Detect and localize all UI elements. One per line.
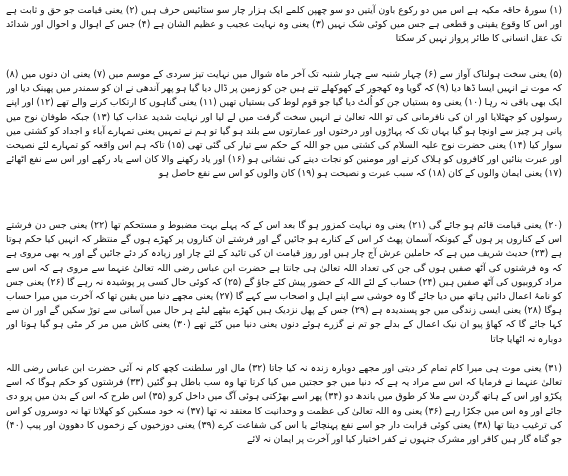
paragraph-2: (۵) یعنی سخت ہولناک آواز سے (۶) چہار شنبہ سے چہار شنبہ تک آخر ماہ شوال میں نہایت تیز سردی کے موسم میں (۷) یعنی ان دنوں میں (۸) کہ موت نے انہیں ایسا ڈھا دیا (۹) کہ گویا وہ کھجور کے کھوکھلے تنے ہیں جن کو زمین پر ڈال دیا گیا ہو پھر آندھی نے ان کو سمندر میں پھینک دیا اور ایک بھی باقی نہ رہا (۱۰) یعنی وہ بستیاں جن کو اُلٹ دیا گیا جو قوم لوط کی بستیاں تھیں (۱۱) یعنی گناہوں کا ارتکاب کرنے والے تھے (۱۲) اور اپنے رسولوں کو جھٹلایا اور ان کی نافرمانی کی تو اللہ تعالیٰ نے انہیں سخت گرفت میں لے لیا اور نہایت شدید عذاب کیا (۱۳) جبکہ طوفان نوح میں پانی ہر چیز سے اونچا ہو گیا یہاں تک کہ پہاڑوں اور درختوں اور عمارتوں سے بلند ہو گیا تو ہم نے تمہیں یعنی تمہارے آباء و اجداد کو کشتی میں سوار کیا (۱۴) یعنی حضرت نوح علیہ السلام کی کشتی میں جو اللہ کے حکم سے تیار کی گئی تھی (۱۵) تاکہ ہم اس واقعہ کو تمہارے لئے نصیحت اور عبرت بنائیں اور کافروں کو ہلاک کرنے اور مومنین کو نجات دینے کی نشانی ہو (۱۶) اور یاد رکھنے والا کان اسے یاد رکھے اور اس سے نفع اٹھائے (۱۷) یعنی ایمان والوں کے کان (۱۸) کہ سبب عبرت و نصیحت ہو (۱۹) کان والوں کو اس سے نفع حاصل ہو: [6, 69, 562, 180]
paragraph-3: (۲۰) یعنی قیامت قائم ہو جائے گی (۲۱) یعنی وہ نہایت کمزور ہو گا بعد اس کے کہ پہلے بہت مضبوط و مستحکم تھا (۲۲) یعنی جس دن فرشتے اس کے کناروں پر ہوں گے کیونکہ آسمان پھٹ کر اس کے کنارے ہو جائیں گے اور فرشتے ان کناروں پر کھڑے ہوں گے منتظر کہ انہیں کیا حکم ہوتا ہے (۲۳) حدیث شریف میں ہے کہ حاملین عرش آج چار ہیں اور روز قیامت ان کی تائید کے لئے چار اور زیادہ کر دئے جائیں گے اور یہ بھی مروی ہے کہ وہ فرشتوں کی آٹھ صفیں ہوں گی جن کی تعداد اللہ تعالیٰ ہی جانتا ہے حضرت ابن عباس رضی اللہ تعالیٰ عنہما سے مروی ہے کہ اس سے مراد کروبیوں کی آٹھ صفیں ہیں (۲۴) حساب کے لئے اللہ کے حضور پیش کئے جاؤ گے (۲۵) کہ کوئی حال کسی پر پوشیدہ نہ رہے گا (۲۶) یعنی جس کو نامۂ اعمال دائیں ہاتھ میں دیا جائے گا وہ خوشی سے اپنے اہل و اصحاب سے کہے گا (۲۷) یعنی مجھے دنیا میں یقین تھا کہ آخرت میں میرا حساب ہوگا (۲۸) یعنی ایسی زندگی میں جو پسندیدہ ہے (۲۹) جس کے پھل نزدیک ہیں کھڑے بیٹھے لیٹے ہر حال میں آسانی سے توڑ سکیں گے اور ان سے کہا جائے گا کہ کھاؤ پیو ان نیک اعمال کے بدلے جو تم نے گزرے ہوئے دنوں یعنی دنیا میں کئے تھے (۳۰) یعنی کاش میں مر کر مٹی ہو گیا ہوتا اور دوبارہ نہ اٹھایا جاتا: [6, 220, 562, 345]
paragraph-1: (۱) سورۂ حاقہ مکیہ ہے اس میں دو رکوع باون آیتیں دو سو چھپن کلمے ایک ہزار چار سو ستائیس حرف ہیں (۲) یعنی قیامت جو حق و ثابت ہے اور اس کا وقوع یقینی و قطعی ہے جس میں کوئی شک نہیں (۳) یعنی وہ نہایت عجیب و عظیم الشان ہے (۴) جس کے اہوال و احوال اور شدائد تک عقل انسانی کا طائر پرواز نہیں کر سکتا: [6, 5, 562, 45]
paragraph-4: (۳۱) یعنی موت ہی میرا کام تمام کر دیتی اور مجھے دوبارہ زندہ نہ کیا جاتا (۳۲) مال اور سلطنت کچھ کام نہ آئی حضرت ابن عباس رضی اللہ تعالیٰ عنہما نے فرمایا کہ اس سے مراد یہ ہے کہ دنیا میں جو حجتیں میں کیا کرتا تھا وہ سب باطل ہو گئیں (۳۳) فرشتوں کو حکم ہوگا کہ اسے پکڑو اور اس کے ہاتھ گردن سے ملا کر طوق میں باندھ دو (۳۴) پھر اسے بھڑکتی ہوئی آگ میں داخل کرو (۳۵) اس طرح کہ اس کے بدن میں پرو دی جائے اور وہ اس میں جکڑا رہے (۳۶) یعنی وہ اللہ تعالیٰ کی عظمت و وحدانیت کا معتقد نہ تھا (۳۷) نہ خود مسکین کو کھلاتا تھا نہ دوسروں کو اس کی ترغیب دیتا تھا (۳۸) یعنی کوئی قرابت دار جو اسے نفع پہنچائے یا اس کی شفاعت کرے (۳۹) یعنی دوزخیوں کے زخموں کا دھوون اور پیپ (۴۰) جو گناہ گار ہیں کافر اور مشرک جنہوں نے کفر اختیار کیا اور آخرت پر ایمان نہ لائے: [6, 363, 562, 446]
